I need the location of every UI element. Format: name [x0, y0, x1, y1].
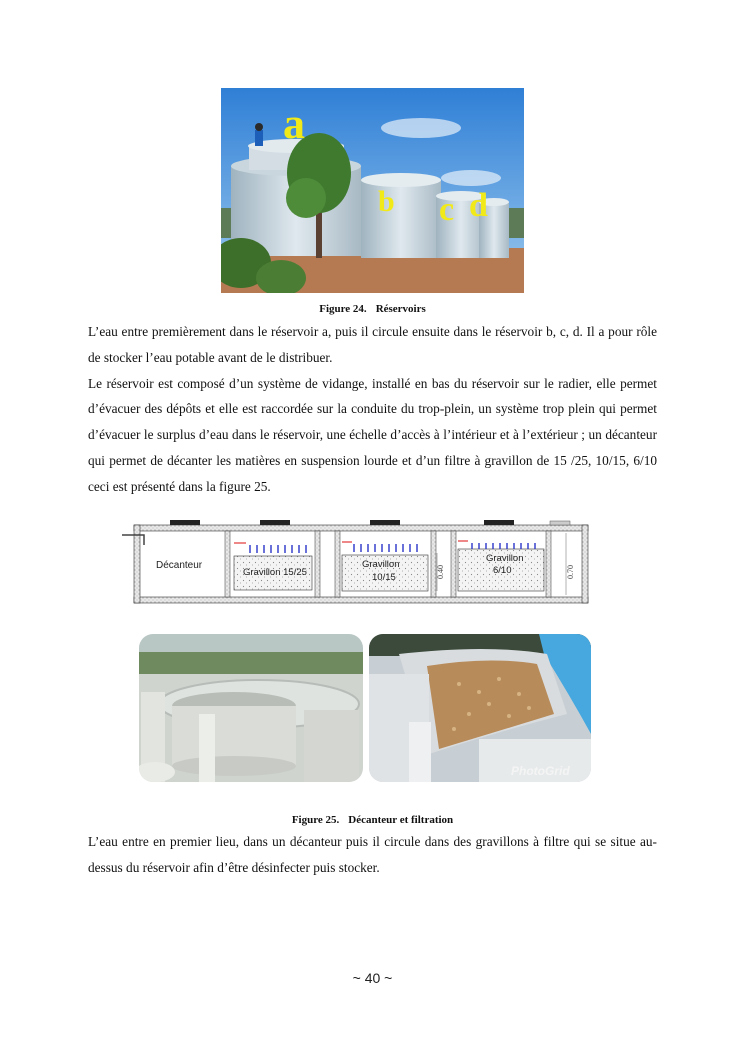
figure-24-photo — [221, 88, 524, 293]
label-gravillon-10-15-line1: Gravillon — [362, 559, 400, 570]
photogrid-watermark: PhotoGrid — [511, 764, 570, 778]
photo-label-d: d — [469, 187, 488, 224]
paragraph-sentence-2: Le réservoir est composé d’un système de vidange, installé en bas du réservoir sur le radier, elle permet d’évacuer des dépôts et elle est raccordée sur la conduite du trop-plein, un système trop plein qui permet d’évacuer le surplus d’eau dans le réservoir, une échelle d’accès à l’intérieur et à l’extérieur ; un décanteur qui permet de décanter les matières en suspension lourde et d’un filtre à gravillon de 15 /25, 10/15, 6/10 ceci est présenté dans la figure 25. — [88, 375, 657, 494]
photo-label-b: b — [378, 185, 395, 218]
caption-label: Figure 24. — [319, 303, 367, 315]
dimension-070: 0.70 — [566, 565, 575, 579]
paragraph-reservoir — [88, 319, 657, 500]
figure-25-caption — [0, 814, 745, 826]
caption-label: Figure 25. — [291, 814, 340, 826]
figure-24-caption — [0, 303, 745, 315]
caption-title: Réservoirs — [375, 303, 426, 315]
page-number: ~ 40 ~ — [352, 970, 393, 986]
caption-title: Décanteur et filtration — [348, 814, 454, 826]
paragraph-sentence: L’eau entre en premier lieu, dans un décanteur puis il circule dans des gravillons à filtre qui se situe au-dessus du réservoir afin d’être désinfecter puis stocker. — [88, 834, 657, 875]
label-decanteur: Décanteur — [156, 560, 203, 571]
label-gravillon-10-15-line2: 10/15 — [372, 572, 396, 583]
label-gravillon-6-10-line2: 6/10 — [493, 565, 512, 576]
dimension-040: 0.40 — [436, 565, 445, 579]
label-gravillon-6-10-line1: Gravillon — [486, 553, 524, 564]
decanter-filter-diagram — [122, 513, 600, 608]
paragraph-sentence-1: L’eau entre premièrement dans le réservoir a, puis il circule ensuite dans le réservoir b, c, d. Il a pour rôle de stocker l’eau potable avant de le distribuer. — [88, 324, 657, 365]
photo-label-a: a — [283, 99, 305, 148]
paragraph-decanter — [88, 829, 657, 881]
decanter-photo — [139, 634, 363, 782]
label-gravillon-15-25: Gravillon 15/25 — [243, 567, 307, 578]
photo-label-c: c — [439, 191, 455, 228]
gravel-filter-photo — [369, 634, 591, 782]
